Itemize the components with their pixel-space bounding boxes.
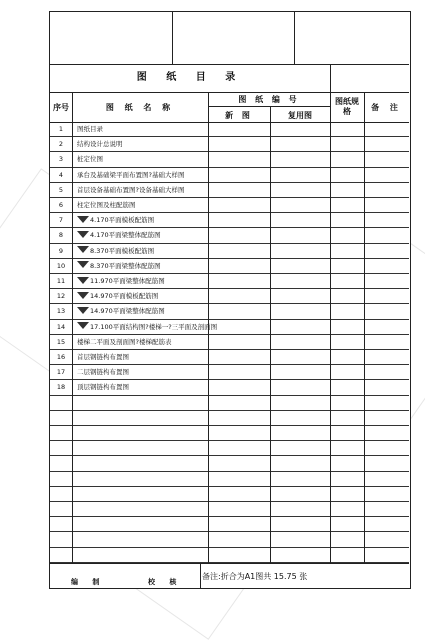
column-header-row — [50, 92, 409, 123]
list-item — [50, 228, 409, 243]
drawing-name-text: 承台及基础梁平面布置图?基础大样图 — [77, 170, 185, 179]
row-number: 3 — [58, 155, 64, 164]
list-item — [50, 532, 409, 547]
divider — [364, 122, 365, 563]
list-item — [50, 168, 409, 183]
list-item — [50, 259, 409, 274]
divider — [200, 564, 201, 589]
drawing-name-text: 楼梯二平面及剖面图?楼梯配筋表 — [77, 337, 172, 346]
list-item — [50, 517, 409, 532]
row-number — [50, 472, 72, 487]
prepared-by-label: 编 制 — [71, 578, 106, 586]
divider — [208, 122, 209, 563]
divider — [72, 122, 73, 563]
row-number: 11 — [56, 277, 66, 285]
row-number — [50, 456, 72, 471]
drawing-name — [77, 350, 129, 365]
row-number — [50, 396, 72, 411]
list-item — [50, 350, 409, 365]
list-item — [50, 244, 409, 259]
drawing-name — [77, 122, 103, 137]
header-reuse: 复用图 — [288, 111, 312, 120]
list-item — [50, 304, 409, 319]
drawing-name-text: 14.970平面模板配筋图 — [90, 292, 159, 301]
divider — [270, 122, 271, 563]
header-new: 新 图 — [225, 111, 253, 120]
list-item — [50, 441, 409, 456]
elevation-triangle-icon — [77, 261, 89, 268]
row-number: 12 — [56, 292, 66, 301]
row-number — [50, 411, 72, 426]
list-item — [50, 365, 409, 380]
drawing-name-text: 4.170平面模板配筋图 — [90, 216, 155, 225]
drawing-name-text: 二层钢链构布置图 — [77, 368, 129, 377]
drawing-name — [77, 259, 161, 274]
row-number: 2 — [58, 140, 64, 149]
row-number: 8 — [58, 231, 64, 240]
row-number — [50, 532, 72, 547]
divider — [294, 12, 295, 64]
drawing-index-sheet — [49, 11, 411, 589]
row-number: 5 — [58, 185, 64, 194]
drawing-name-text: 首层设备基础布置图?设备基础大样图 — [77, 185, 185, 194]
drawing-name-text: 8.370平面模板配筋图 — [90, 246, 155, 255]
header-remark: 备 注 — [371, 103, 402, 112]
row-number — [50, 502, 72, 517]
footer-row — [50, 563, 409, 589]
row-number — [50, 426, 72, 441]
drawing-name-text: 图纸目录 — [77, 125, 103, 133]
row-number: 16 — [56, 353, 66, 361]
list-item — [50, 396, 409, 411]
drawing-name — [77, 228, 161, 243]
drawing-name-text: 首层钢链构布置图 — [77, 353, 129, 361]
list-item — [50, 426, 409, 441]
row-number: 7 — [58, 216, 64, 225]
divider — [208, 106, 330, 107]
list-item — [50, 335, 409, 350]
list-item — [50, 152, 409, 167]
checked-by-label: 校 核 — [148, 578, 183, 586]
row-number: 15 — [56, 337, 66, 346]
drawing-name — [77, 168, 184, 183]
header-name: 图 纸 名 称 — [105, 103, 175, 112]
divider — [172, 12, 173, 64]
drawing-name — [77, 335, 171, 350]
list-item — [50, 198, 409, 213]
drawing-name-text: 桩定位图 — [77, 155, 103, 164]
list-item — [50, 320, 409, 335]
row-number: 6 — [58, 201, 64, 209]
drawing-name-text: 14.970平面梁整体配筋图 — [90, 307, 165, 316]
drawing-name — [77, 183, 184, 198]
drawing-name — [77, 365, 129, 380]
drawing-name-text: 顶层钢链构布置图 — [77, 383, 129, 392]
drawing-name — [77, 213, 154, 228]
elevation-triangle-icon — [77, 277, 89, 284]
row-number — [50, 487, 72, 502]
header-seq: 序号 — [53, 103, 69, 112]
divider — [330, 122, 331, 563]
header-spec: 图纸规格 — [335, 97, 359, 116]
row-number: 14 — [56, 322, 66, 331]
list-item — [50, 213, 409, 228]
drawing-name-text: 17.100平面结构图?楼梯一?三平面及剖面图 — [90, 322, 218, 331]
elevation-triangle-icon — [77, 307, 89, 314]
drawing-name — [77, 289, 158, 304]
drawing-name — [77, 320, 217, 335]
drawing-name-text: 柱定位图及柱配筋图 — [77, 201, 136, 209]
elevation-triangle-icon — [77, 231, 89, 238]
header-blank-block — [50, 12, 409, 65]
list-item — [50, 380, 409, 395]
row-number — [50, 548, 72, 563]
row-number: 4 — [58, 170, 64, 179]
drawing-name — [77, 274, 165, 289]
list-item — [50, 502, 409, 517]
header-code: 图 纸 编 号 — [238, 95, 300, 104]
title-row — [50, 64, 409, 93]
row-number: 18 — [56, 383, 66, 392]
elevation-triangle-icon — [77, 246, 89, 253]
drawing-name-text: 结构设计总说明 — [77, 140, 123, 149]
row-number: 10 — [56, 261, 66, 270]
row-number: 9 — [58, 246, 64, 255]
drawing-name — [77, 137, 123, 152]
drawing-name — [77, 198, 136, 213]
list-item — [50, 122, 409, 137]
row-number: 17 — [56, 368, 66, 377]
list-item — [50, 487, 409, 502]
page-title: 图 纸 目 录 — [136, 72, 244, 83]
row-number: 13 — [56, 307, 66, 316]
drawing-name — [77, 304, 165, 319]
list-item — [50, 472, 409, 487]
drawing-name-text: 11.970平面梁整体配筋图 — [90, 277, 165, 285]
drawing-name-text: 8.370平面梁整体配筋图 — [90, 261, 161, 270]
elevation-triangle-icon — [77, 292, 89, 299]
list-item — [50, 548, 409, 563]
row-number: 1 — [58, 125, 64, 133]
list-item — [50, 289, 409, 304]
drawing-name — [77, 380, 129, 395]
list-item — [50, 274, 409, 289]
drawing-name — [77, 244, 154, 259]
list-item — [50, 411, 409, 426]
row-number — [50, 441, 72, 456]
drawing-name — [77, 152, 103, 167]
elevation-triangle-icon — [77, 216, 89, 223]
footer-note: 备注:折合为A1图共 15.75 张 — [202, 572, 308, 581]
drawing-name-text: 4.170平面梁整体配筋图 — [90, 231, 161, 240]
divider — [330, 64, 331, 92]
list-item — [50, 137, 409, 152]
row-number — [50, 517, 72, 532]
elevation-triangle-icon — [77, 322, 89, 329]
list-item — [50, 456, 409, 471]
divider — [330, 92, 331, 122]
list-item — [50, 183, 409, 198]
